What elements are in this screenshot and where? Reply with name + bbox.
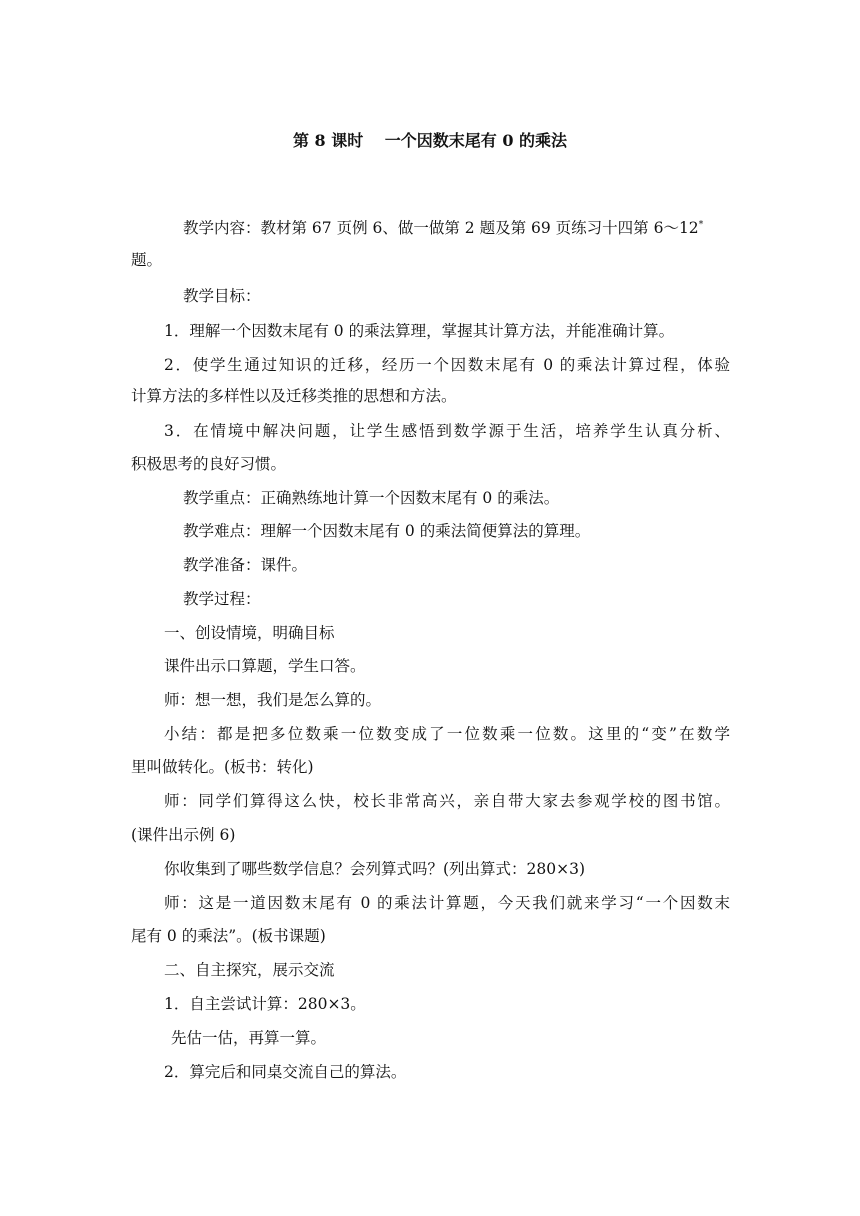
summary-line: 小结：都是把多位数乘一位数变成了一位数乘一位数。这里的“变”在数学 bbox=[164, 725, 730, 743]
teacher-line: 师：这是一道因数末尾有 0 的乘法计算题，今天我们就来学习“一个因数末 bbox=[164, 894, 730, 912]
goal-1: 1．理解一个因数末尾有 0 的乘法算理，掌握其计算方法，并能准确计算。 bbox=[164, 322, 675, 340]
teacher-continuation: (课件出示例 6) bbox=[131, 826, 236, 844]
difficult-point: 教学难点：理解一个因数末尾有 0 的乘法简便算法的算理。 bbox=[183, 522, 591, 540]
question-line: 你收集到了哪些数学信息？会列算式吗？(列出算式：280×3) bbox=[164, 860, 586, 878]
goal-3: 3．在情境中解决问题，让学生感悟到数学源于生活，培养学生认真分析、 bbox=[164, 422, 730, 440]
key-point: 教学重点：正确熟练地计算一个因数末尾有 0 的乘法。 bbox=[183, 489, 560, 507]
process-line: 师：想一想，我们是怎么算的。 bbox=[164, 691, 382, 709]
summary-continuation: 里叫做转化。(板书：转化) bbox=[131, 758, 314, 776]
step-1-detail: 先估一估，再算一算。 bbox=[171, 1029, 327, 1047]
asterisk-mark: * bbox=[698, 219, 704, 230]
teaching-content-text: 教学内容：教材第 67 页例 6、做一做第 2 题及第 69 页练习十四第 6～12 bbox=[183, 219, 699, 237]
goal-2-continuation: 计算方法的多样性以及迁移类推的思想和方法。 bbox=[131, 387, 457, 405]
section-1-heading: 一、创设情境，明确目标 bbox=[164, 624, 335, 642]
section-2-heading: 二、自主探究，展示交流 bbox=[164, 961, 335, 979]
step-1: 1．自主尝试计算：280×3。 bbox=[164, 995, 366, 1013]
goal-3-continuation: 积极思考的良好习惯。 bbox=[131, 455, 287, 473]
teaching-goals-heading: 教学目标： bbox=[183, 287, 261, 305]
teacher-continuation: 尾有 0 的乘法”。(板书课题) bbox=[131, 927, 326, 945]
step-2: 2．算完后和同桌交流自己的算法。 bbox=[164, 1063, 407, 1081]
process-line: 课件出示口算题，学生口答。 bbox=[164, 657, 366, 675]
teacher-line: 师：同学们算得这么快，校长非常高兴，亲自带大家去参观学校的图书馆。 bbox=[164, 792, 730, 810]
teaching-content-line bbox=[183, 218, 703, 238]
teaching-process-heading: 教学过程： bbox=[183, 590, 261, 608]
lesson-title: 第 8 课时 一个因数末尾有 0 的乘法 bbox=[292, 131, 568, 150]
teaching-preparation: 教学准备：课件。 bbox=[183, 556, 308, 574]
goal-2: 2．使学生通过知识的迁移，经历一个因数末尾有 0 的乘法计算过程，体验 bbox=[164, 356, 730, 374]
teaching-content-continuation: 题。 bbox=[131, 251, 163, 269]
